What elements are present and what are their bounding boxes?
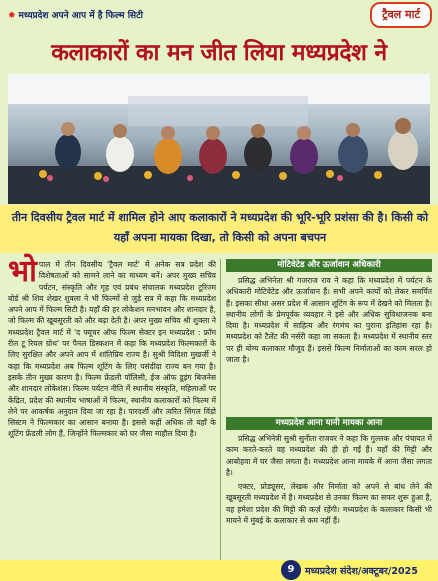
section-heading-motivated: मोटिवेटेड और ऊर्जावान अधिकारी <box>226 259 432 272</box>
page-number: 9 <box>281 560 301 580</box>
section-text-motivated: प्रसिद्ध अभिनेता श्री गजराज राव ने कहा कि मध्यप्रदेश में पर्यटन के अधिकारी मोटिवेटेड और ऊर्जावान हैं। सभी अपने कार्यों को लेकर समर्पित हैं। इसका सीधा असर प्रदेश में आसान शूटिंग के रूप में देखने को मिलता है। स्थानीय लोगों के प्रेमपूर्वक व्यवहार ने इसे और अधिक सुविधाजनक बना दिया है। मध्यप्रदेश में साहित्य और रंगमंच का पुराना इतिहास रहा है। मध्यप्रदेश को टैलेंट की नर्सरी कहा जा सकता है। मध्यप्रदेश में स्थानीय स्तर पर ही योग्य कलाकार मौजूद हैं। इससे फिल्म निर्माताओं का काम सरल हो जाता है। <box>226 276 432 365</box>
dropcap: भो <box>8 254 37 289</box>
section-motivated <box>226 259 432 365</box>
column-divider <box>220 259 221 564</box>
section-mayka <box>226 417 432 526</box>
section-paragraph-2: एक्टर, प्रोड्यूसर, लेखक और निर्माता को अपने से बांध लेने की खूबसूरती मध्यप्रदेश में है। मध्यप्रदेश से उनका फिल्म का सफर शुरू हुआ है, वह हमेशा प्रदेश की मिट्टी की कर्ज़ रहेंगी। मध्यप्रदेश के कलाकार किसी भी मायने में मुंबई के कलाकार से कम नहीं हैं। <box>226 482 432 526</box>
event-photo <box>8 74 430 204</box>
page-title: कलाकारों का मन जीत लिया मध्यप्रदेश ने <box>51 40 387 66</box>
magazine-name: मध्यप्रदेश संदेश/अक्टूबर/2025 <box>305 566 418 577</box>
brand-tag: ट्रैवल मार्ट <box>370 2 432 28</box>
star-bullet-icon: ✸ <box>8 11 16 21</box>
photo-caption: तीन दिवसीय ट्रैवल मार्ट में शामिल होने आए कलाकारों ने मध्यप्रदेश की भूरि-भूरि प्रशंसा की है। किसी को यहाँ अपना मायका दिखा, तो किसी को अपना बचपन <box>11 211 429 244</box>
section-label <box>8 8 143 21</box>
section-heading-mayka: मध्यप्रदेश आना यानी मायका आना <box>226 417 432 430</box>
left-column-text: पाल में तीन दिवसीय 'ट्रैवल मार्ट' में अनेक सत्र प्रदेश की विशेषताओं को सामने लाने का माध्यम बनें। अपर मुख्य सचिव पर्यटन, संस्कृति और गृह एवं प्रबंध संचालक मध्यप्रदेश टूरिज्म बोर्ड श्री शिव शेखर शुक्ला ने भी फिल्मों से जुड़े सत्र में कहा कि मध्यप्रदेश अपने आप में फिल्म सिटी है। यहाँ की हर लोकेशन मनभावन और शानदार है, जो फिल्म की खूबसूरती को और बढ़ा देती है। अपर मुख्य सचिव श्री शुक्ला ने मध्यप्रदेश ट्रैवल मार्ट में 'द फ्यूचर ऑफ फिल्म सेक्टर इन मध्यप्रदेश : फ्रॉम रील टू रियल ग्रोथ' पर पैनल डिस्कशन में कहा कि मध्यप्रदेश फिल्मकारों के लिए सुरक्षित और अपने आप में शांतिप्रिय राज्य है। सुश्री विदिशा मुखर्जी ने कहा कि मध्यप्रदेश अब फिल्म शूटिंग के लिए पसंदीदा राज्य बन गया है। इसके तीन मुख्य कारण है। फिल्म फ्रेंडली पॉलिसी, ईज ऑफ डूइंग बिजनेस और शानदार लोकेशंस। फिल्म पर्यटन नीति में स्थानीय संस्कृति, महिलाओं पर केंद्रित, प्रदेश की स्थानीय भाषाओं में फिल्म, स्थानीय कलाकारों को फिल्म में लेने पर आकर्षक अनुदान दिया जा रहा है। पारदर्शी और त्वरित सिंगल विंडो सिस्टम ने फिल्मकार का आसान बनाया है। इससे कहीं अधिक तो यहाँ के शूटिंग फ्रेंडली लोग हैं, जिन्होंने फिल्मकार को घर जैसा माहौल दिया है। <box>8 260 216 439</box>
section-paragraph-1: प्रसिद्ध अभिनेत्री सुश्री सुनीता राजवर ने कहा कि गुल्लक और पंचायत में काम करते-करते वह मध्यप्रदेश की ही हो गईं हैं। यहाँ की मिट्टी और आबोहवा में घर जैसा लगता है। मध्यप्रदेश आना मायके में आना जैसा लगता है। <box>226 434 432 477</box>
section-label-text: मध्यप्रदेश अपने आप में है फिल्म सिटी <box>18 11 143 21</box>
article-left-column <box>8 254 216 440</box>
